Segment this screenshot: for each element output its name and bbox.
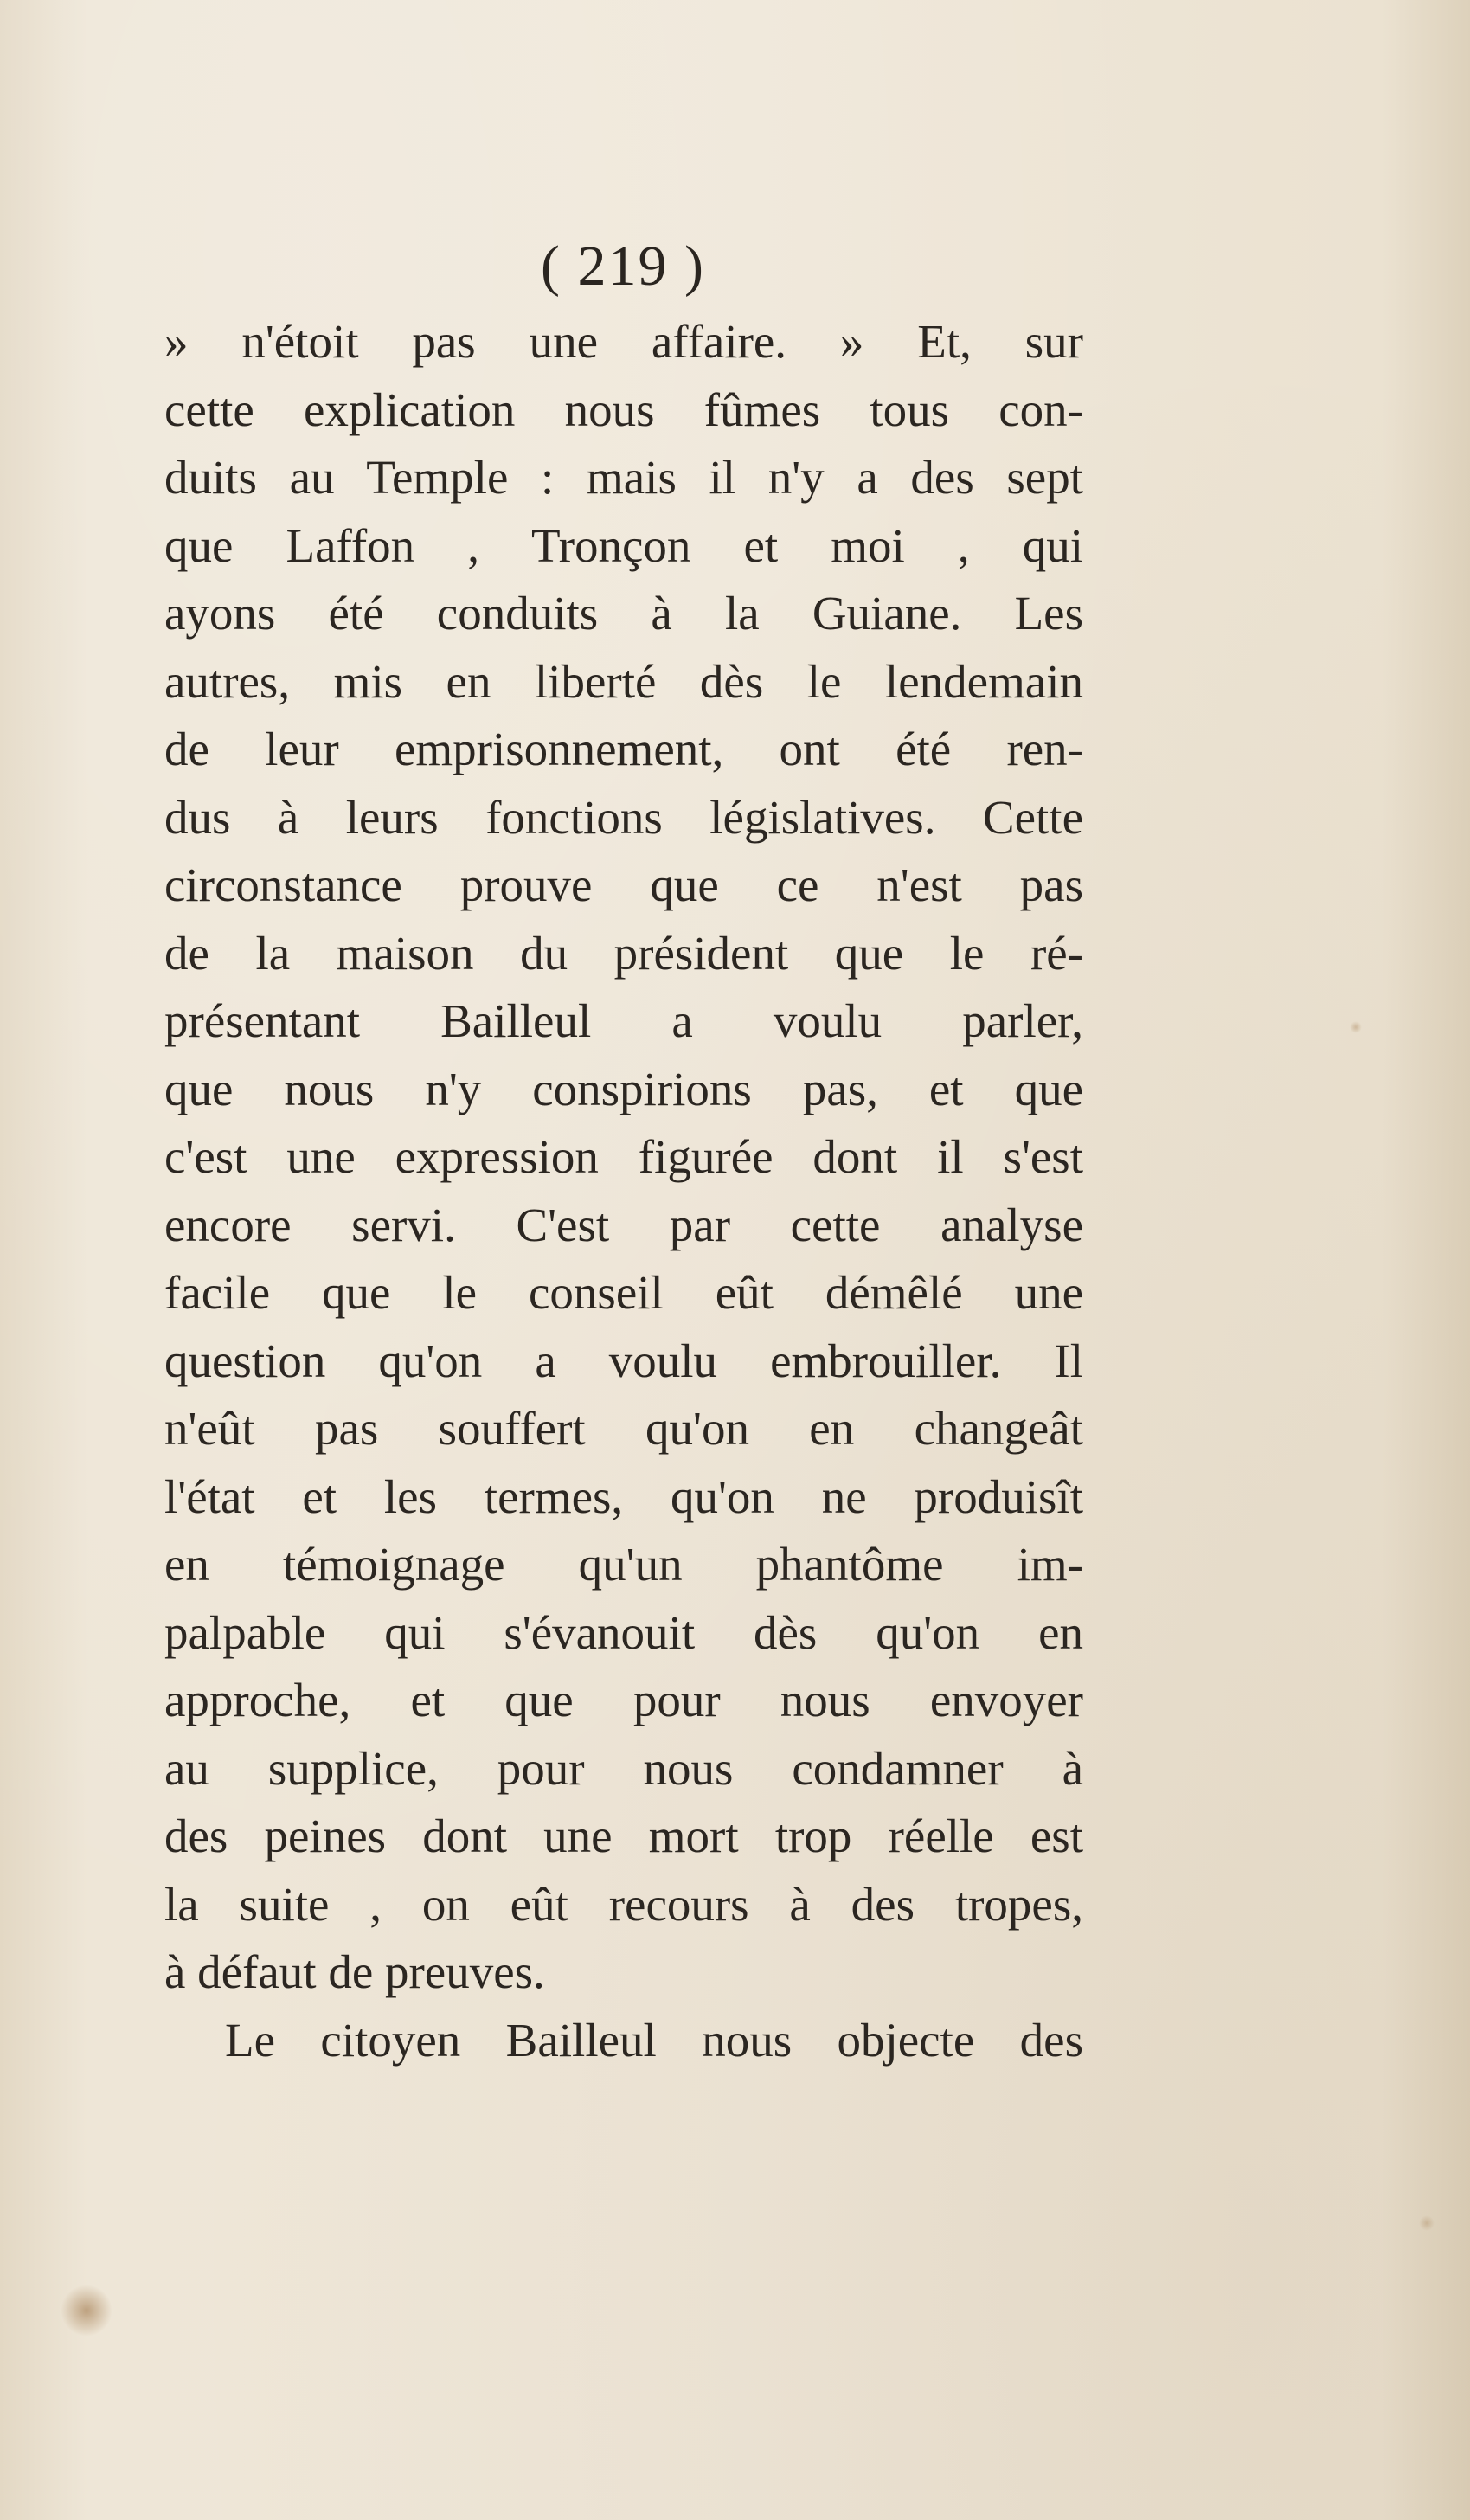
text-line: autres, mis en liberté dès le lendemain [164,654,1083,708]
foxing-stain [1350,1021,1362,1033]
text-line: palpable qui s'évanouit dès qu'on en [164,1605,1083,1659]
text-line: facile que le conseil eût démêlé une [164,1266,1083,1319]
text-line: de la maison du président que le ré- [164,926,1083,980]
text-line: en témoignage qu'un phantôme im- [164,1538,1083,1591]
foxing-stain [61,2285,112,2337]
text-line: ayons été conduits à la Guiane. Les [164,587,1083,640]
foxing-stain [1419,2215,1435,2231]
text-line: que nous n'y conspirions pas, et que [164,1062,1083,1115]
text-line: dus à leurs fonctions législatives. Cette [164,790,1083,844]
text-line: encore servi. C'est par cette analyse [164,1198,1083,1251]
text-line: présentant Bailleul a voulu parler, [164,994,1083,1047]
text-line: que Laffon , Tronçon et moi , qui [164,518,1083,572]
text-line: des peines dont une mort trop réelle est [164,1810,1083,1862]
text-line: l'état et les termes, qu'on ne produisît [164,1469,1083,1523]
body-text [164,308,1083,2074]
text-line: question qu'on a voulu embrouiller. Il [164,1334,1083,1387]
text-line: au supplice, pour nous condamner à [164,1741,1083,1795]
page-number: ( 219 ) [541,235,705,298]
text-line-paragraph-start: Le citoyen Bailleul nous objecte des [225,2013,1083,2067]
text-line: de leur emprisonnement, ont été ren- [164,723,1083,775]
text-line: » n'étoit pas une affaire. » Et, sur [164,315,1083,368]
text-line: à défaut de preuves. [164,1945,545,1998]
text-line: la suite , on eût recours à des tropes, [164,1877,1083,1931]
text-line: cette explication nous fûmes tous con- [164,382,1083,436]
text-line: c'est une expression figurée dont il s'est [164,1130,1083,1183]
text-line: n'eût pas souffert qu'on en changeât [164,1402,1083,1455]
text-line: approche, et que pour nous envoyer [164,1674,1083,1726]
text-line: duits au Temple : mais il n'y a des sept [164,451,1083,504]
text-line: circonstance prouve que ce n'est pas [164,858,1083,911]
